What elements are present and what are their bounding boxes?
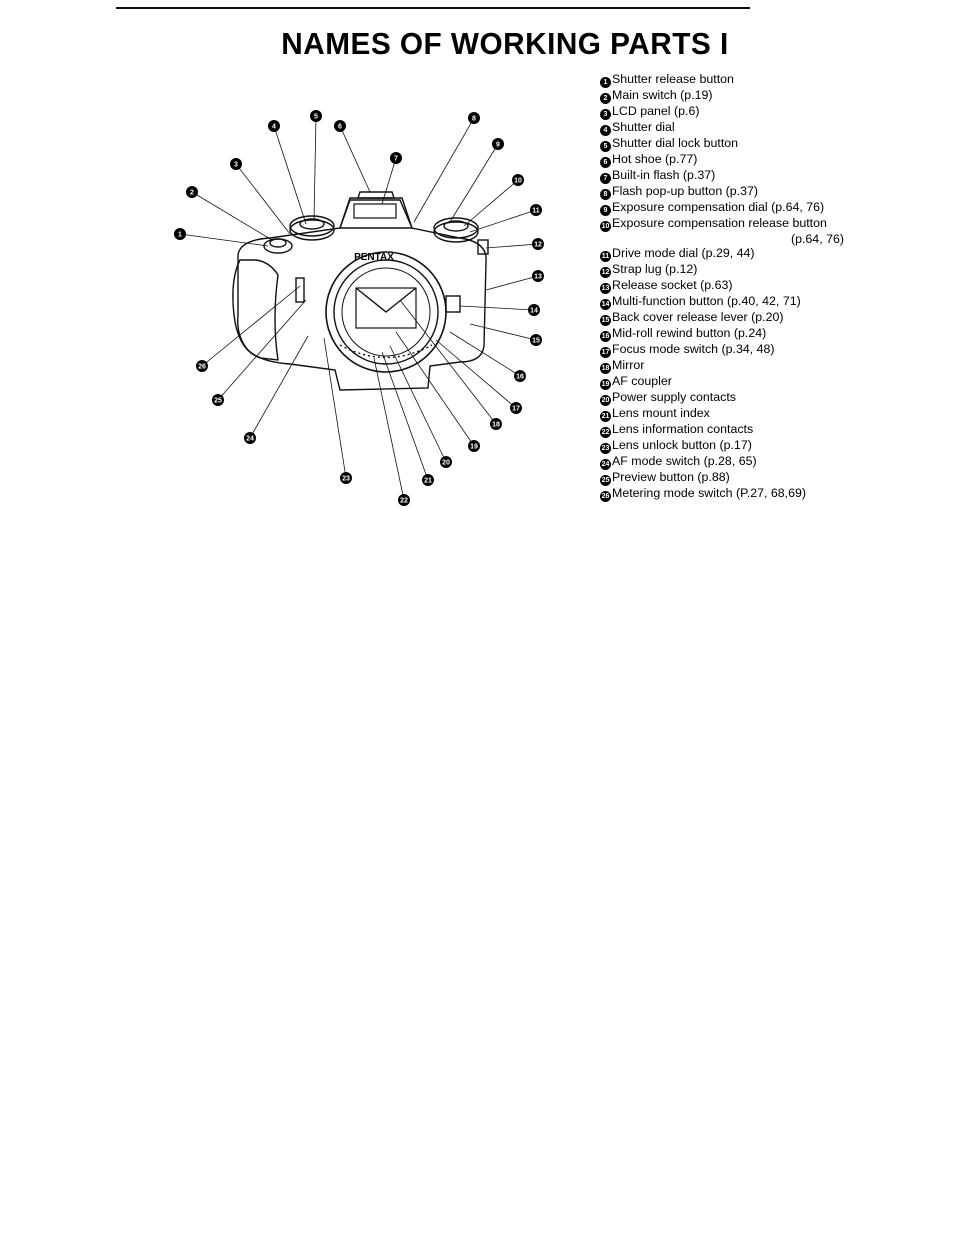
leader-line	[414, 115, 476, 222]
part-label: Shutter dial lock button	[612, 136, 739, 150]
part-number-badge: 12	[601, 269, 610, 277]
shutter-release	[264, 239, 292, 253]
part-item	[600, 390, 850, 406]
part-number-badge: 2	[600, 93, 611, 104]
leader-line	[486, 244, 538, 248]
callout-marker	[244, 432, 256, 444]
part-label: AF coupler	[612, 374, 672, 389]
part-item	[600, 262, 850, 278]
leader-line	[218, 300, 306, 400]
callout-marker	[340, 472, 352, 484]
callout-number: 16	[516, 373, 524, 381]
part-number-badge: 15	[601, 317, 610, 325]
callout-marker	[440, 456, 452, 468]
part-item	[600, 72, 850, 88]
part-number-badge: 16	[601, 333, 610, 341]
mirror	[356, 288, 416, 328]
callout-number: 18	[492, 421, 500, 429]
callout-number: 9	[496, 141, 500, 149]
part-label: Multi-function button (p.40, 42, 71)	[612, 294, 801, 309]
callout-number: 14	[530, 307, 538, 315]
part-item	[600, 374, 850, 390]
leader-line	[272, 123, 306, 224]
leader-line	[338, 123, 370, 192]
part-number-badge: 8	[600, 189, 611, 200]
callout-markers	[174, 110, 544, 506]
part-label: Drive mode dial (p.29, 44)	[612, 246, 755, 261]
part-label: Preview button (p.88)	[612, 470, 730, 485]
part-number-badge: 19	[601, 381, 610, 389]
leader-line	[470, 324, 536, 340]
part-label: Lens mount index	[612, 406, 710, 421]
part-label: Power supply contacts	[612, 390, 736, 405]
part-number-badge: 23	[601, 445, 610, 453]
callout-number: 25	[214, 397, 222, 405]
callout-marker	[514, 370, 526, 382]
callout-marker	[468, 112, 480, 124]
callout-marker	[532, 270, 544, 282]
callout-number: 17	[512, 405, 520, 413]
callout-marker	[510, 402, 522, 414]
part-label: Mid-roll rewind button (p.24)	[612, 326, 767, 341]
callout-marker	[186, 186, 198, 198]
part-number-badge: 10	[601, 223, 610, 230]
callout-marker	[398, 494, 410, 506]
leader-line	[460, 306, 534, 310]
callout-number: 3	[234, 161, 238, 169]
part-item	[600, 200, 850, 216]
part-label: Shutter dial	[612, 120, 675, 134]
callout-marker	[196, 360, 208, 372]
leader-line	[450, 141, 500, 222]
callout-marker	[530, 334, 542, 346]
part-number-badge: 25	[601, 477, 610, 485]
camera-diagram	[160, 100, 560, 520]
parts-list	[600, 72, 850, 502]
callout-marker	[528, 304, 540, 316]
part-label: Shutter release button	[612, 72, 734, 86]
part-label: Exposure compensation release button	[612, 216, 827, 230]
callout-marker	[512, 174, 524, 186]
built-in-flash	[354, 204, 396, 218]
part-item	[600, 152, 850, 168]
part-number-badge: 17	[601, 349, 610, 357]
part-number-badge: 5	[600, 141, 611, 152]
part-label: Flash pop-up button (p.37)	[612, 184, 759, 198]
part-item	[600, 438, 850, 454]
callout-number: 1	[178, 231, 182, 239]
part-number-badge: 3	[600, 109, 611, 120]
part-label: Lens information contacts	[612, 422, 754, 437]
part-number-badge: 1	[600, 77, 611, 88]
callout-number: 4	[272, 123, 276, 131]
part-item	[600, 168, 850, 184]
part-label: Main switch (p.19)	[612, 88, 713, 102]
callout-number: 6	[338, 123, 342, 131]
leader-line	[314, 113, 318, 220]
part-number-badge: 7	[600, 173, 611, 184]
callout-marker	[268, 120, 280, 132]
part-label: Mirror	[612, 358, 645, 373]
callout-number: 26	[198, 363, 206, 371]
part-label: Back cover release lever (p.20)	[612, 310, 784, 325]
leader-line	[382, 352, 428, 480]
callout-number: 11	[532, 207, 540, 215]
part-item	[600, 246, 850, 262]
callout-number: 10	[514, 177, 522, 185]
hot-shoe	[358, 192, 394, 198]
callout-marker	[492, 138, 504, 150]
part-item	[600, 278, 850, 294]
part-item	[600, 470, 850, 486]
callout-number: 12	[534, 241, 542, 249]
top-rule	[116, 7, 750, 9]
part-item	[600, 120, 850, 136]
callout-number: 8	[472, 115, 476, 123]
part-label: AF mode switch (p.28, 65)	[612, 454, 757, 469]
part-number-badge: 14	[601, 301, 610, 309]
callout-number: 21	[424, 477, 432, 485]
callout-number: 15	[532, 337, 540, 345]
callout-number: 5	[314, 113, 318, 121]
part-label: Strap lug (p.12)	[612, 262, 698, 277]
callout-number: 22	[400, 497, 408, 505]
callout-marker	[310, 110, 322, 122]
part-item	[600, 104, 850, 120]
part-number-badge: 9	[600, 205, 611, 216]
part-item	[600, 310, 850, 326]
callout-marker	[490, 418, 502, 430]
part-item	[600, 184, 850, 200]
part-number-badge: 24	[601, 461, 610, 469]
callout-number: 2	[190, 189, 194, 197]
callout-marker	[390, 152, 402, 164]
part-label: Lens unlock button (p.17)	[612, 438, 752, 453]
part-number-badge: 13	[601, 285, 610, 293]
part-label: Release socket (p.63)	[612, 278, 733, 293]
callout-marker	[468, 440, 480, 452]
callout-marker	[230, 158, 242, 170]
leader-line	[190, 189, 272, 240]
part-label: Exposure compensation dial (p.64, 76)	[612, 200, 825, 214]
part-number-badge: 6	[600, 157, 611, 168]
callout-number: 19	[470, 443, 478, 451]
part-number-badge: 4	[600, 125, 611, 136]
part-number-badge: 18	[601, 365, 610, 373]
leader-line	[450, 332, 520, 376]
page-title: NAMES OF WORKING PARTS I	[281, 26, 729, 61]
part-item	[600, 406, 850, 422]
exposure-comp-dial	[434, 222, 478, 242]
part-item	[600, 358, 850, 374]
part-item	[600, 422, 850, 438]
callout-number: 23	[342, 475, 350, 483]
part-label: Focus mode switch (p.34, 48)	[612, 342, 775, 357]
callout-number: 13	[534, 273, 542, 281]
part-label: Hot shoe (p.77)	[612, 152, 698, 166]
callout-marker	[532, 238, 544, 250]
leader-line	[202, 286, 300, 366]
part-item	[600, 454, 850, 470]
part-item	[600, 486, 850, 502]
leader-line	[400, 300, 496, 424]
leader-line	[486, 276, 538, 290]
part-label: Metering mode switch (P.27, 68,69)	[612, 486, 806, 501]
callout-marker	[530, 204, 542, 216]
leader-line	[470, 210, 536, 232]
part-number-badge: 22	[601, 429, 610, 437]
part-number-badge: 21	[601, 413, 610, 421]
callout-marker	[422, 474, 434, 486]
part-label: Built-in flash (p.37)	[612, 168, 716, 182]
part-item	[600, 216, 850, 246]
callout-marker	[334, 120, 346, 132]
part-number-badge: 11	[601, 253, 610, 261]
part-number-badge: 20	[601, 397, 610, 405]
callout-number: 20	[442, 459, 450, 467]
part-label: LCD panel (p.6)	[612, 104, 700, 118]
part-item	[600, 136, 850, 152]
callout-number: 24	[246, 435, 254, 443]
callout-number: 7	[394, 155, 398, 163]
part-item	[600, 342, 850, 358]
leader-line	[250, 336, 308, 438]
leader-line	[374, 358, 404, 500]
part-item	[600, 326, 850, 342]
part-label-continued: (p.64, 76)	[790, 232, 844, 246]
callout-marker	[174, 228, 186, 240]
callout-marker	[212, 394, 224, 406]
part-number-badge: 26	[601, 493, 610, 501]
leader-line	[324, 338, 346, 478]
part-item	[600, 88, 850, 104]
camera-brand-label: PENTAX	[354, 252, 394, 263]
part-item	[600, 294, 850, 310]
